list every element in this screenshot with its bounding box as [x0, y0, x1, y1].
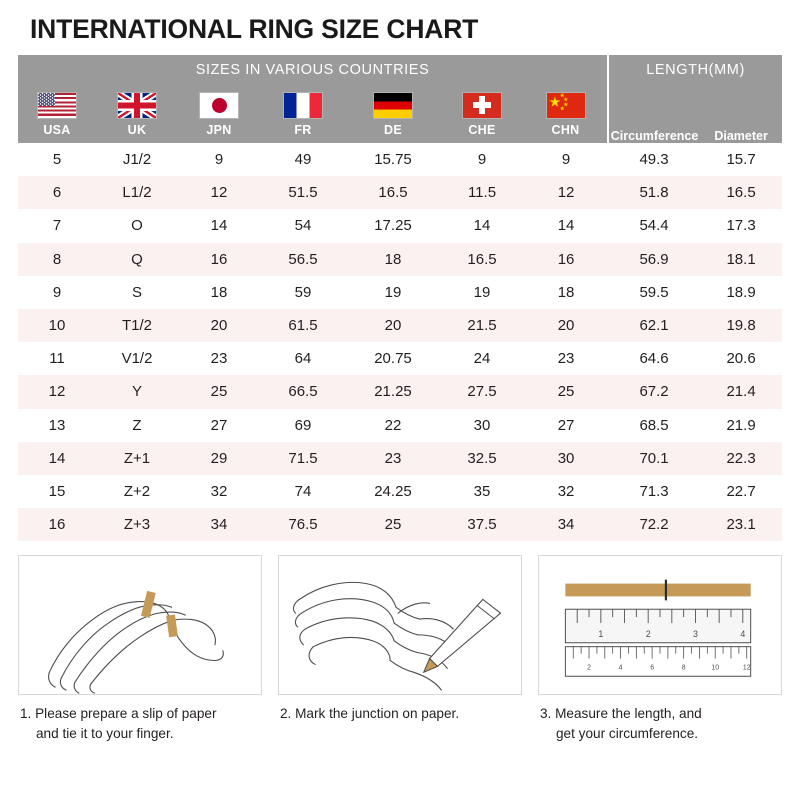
- table-cell: 71.3: [608, 475, 700, 508]
- step-1: [18, 555, 262, 743]
- table-cell: 5: [18, 143, 96, 176]
- table-body: [18, 143, 782, 541]
- flag-usa-icon: [37, 92, 77, 119]
- step-1-caption: [18, 704, 262, 743]
- table-cell: Z+3: [96, 508, 178, 541]
- column-label: CHN: [551, 122, 580, 137]
- column-label: UK: [127, 122, 147, 137]
- table-cell: 32: [524, 475, 608, 508]
- table-cell: 32.5: [440, 442, 524, 475]
- table-cell: Z: [96, 409, 178, 442]
- page-title: INTERNATIONAL RING SIZE CHART: [30, 14, 479, 44]
- table-cell: 20: [524, 309, 608, 342]
- table-row: [18, 276, 782, 309]
- table-cell: 30: [440, 409, 524, 442]
- table-cell: 18: [346, 243, 440, 276]
- table-cell: 72.2: [608, 508, 700, 541]
- svg-text:4: 4: [740, 629, 746, 640]
- table-cell: 21.5: [440, 309, 524, 342]
- table-cell: 22.3: [700, 442, 782, 475]
- table-row: [18, 342, 782, 375]
- flag-china-icon: ★ ★ ★ ★ ★: [546, 92, 586, 119]
- table-row: [18, 309, 782, 342]
- table-cell: 32: [178, 475, 260, 508]
- table-row: [18, 409, 782, 442]
- column-label: DE: [384, 122, 402, 137]
- svg-text:3: 3: [693, 629, 698, 640]
- table-cell: 25: [346, 508, 440, 541]
- table-cell: 18: [524, 276, 608, 309]
- column-label: JPN: [206, 122, 232, 137]
- step-2-illustration: [278, 555, 522, 695]
- table-cell: 56.9: [608, 243, 700, 276]
- column-header-jpn: [178, 85, 260, 143]
- step-1-line2: and tie it to your finger.: [36, 725, 174, 741]
- table-cell: 19: [440, 276, 524, 309]
- table-row: [18, 143, 782, 176]
- table-cell: 54.4: [608, 209, 700, 242]
- table-cell: 22.7: [700, 475, 782, 508]
- table-cell: Y: [96, 375, 178, 408]
- svg-text:6: 6: [650, 664, 655, 672]
- column-header-diameter: Diameter: [700, 85, 782, 143]
- table-cell: 23.1: [700, 508, 782, 541]
- step-3-caption: [538, 704, 782, 743]
- table-cell: J1/2: [96, 143, 178, 176]
- table-cell: 56.5: [260, 243, 346, 276]
- table-cell: 18.9: [700, 276, 782, 309]
- table-cell: 37.5: [440, 508, 524, 541]
- column-label: USA: [43, 122, 71, 137]
- hand-marking-paper-icon: [279, 556, 521, 694]
- table-cell: 74: [260, 475, 346, 508]
- table-cell: 49.3: [608, 143, 700, 176]
- table-cell: 12: [178, 176, 260, 209]
- column-header-chn: [524, 85, 608, 143]
- table-cell: 7: [18, 209, 96, 242]
- table-cell: 66.5: [260, 375, 346, 408]
- svg-text:4: 4: [618, 664, 623, 672]
- column-header-usa: [18, 85, 96, 143]
- group-header-countries: SIZES IN VARIOUS COUNTRIES: [18, 55, 608, 85]
- table-cell: 21.25: [346, 375, 440, 408]
- measuring-steps: [18, 555, 782, 743]
- table-cell: 24: [440, 342, 524, 375]
- flag-japan-icon: [199, 92, 239, 119]
- table-cell: 59: [260, 276, 346, 309]
- table-cell: 16: [18, 508, 96, 541]
- table-cell: 6: [18, 176, 96, 209]
- table-cell: 20: [346, 309, 440, 342]
- table-cell: 16: [178, 243, 260, 276]
- table-cell: 12: [524, 176, 608, 209]
- table-cell: 49: [260, 143, 346, 176]
- table-cell: 15.7: [700, 143, 782, 176]
- table-cell: 21.9: [700, 409, 782, 442]
- column-header-row: [18, 85, 782, 143]
- table-cell: 68.5: [608, 409, 700, 442]
- table-cell: 14: [178, 209, 260, 242]
- table-cell: 34: [178, 508, 260, 541]
- table-cell: 67.2: [608, 375, 700, 408]
- step-1-illustration: [18, 555, 262, 695]
- table-cell: 10: [18, 309, 96, 342]
- column-label: CHE: [468, 122, 496, 137]
- table-cell: 23: [178, 342, 260, 375]
- table-cell: 27: [524, 409, 608, 442]
- column-header-che: [440, 85, 524, 143]
- table-cell: 18: [178, 276, 260, 309]
- svg-text:8: 8: [681, 664, 686, 672]
- table-row: [18, 209, 782, 242]
- flag-france-icon: [283, 92, 323, 119]
- table-cell: 19.8: [700, 309, 782, 342]
- column-header-de: [346, 85, 440, 143]
- table-cell: 8: [18, 243, 96, 276]
- table-cell: 59.5: [608, 276, 700, 309]
- table-cell: 23: [524, 342, 608, 375]
- column-header-uk: [96, 85, 178, 143]
- table-cell: 70.1: [608, 442, 700, 475]
- table-cell: 51.5: [260, 176, 346, 209]
- table-cell: 30: [524, 442, 608, 475]
- table-cell: 16: [524, 243, 608, 276]
- paper-strip-on-ruler-icon: [539, 556, 781, 694]
- table-cell: 17.3: [700, 209, 782, 242]
- table-cell: 51.8: [608, 176, 700, 209]
- step-3: [538, 555, 782, 743]
- table-cell: 64.6: [608, 342, 700, 375]
- table-cell: 61.5: [260, 309, 346, 342]
- table-cell: 35: [440, 475, 524, 508]
- table-cell: V1/2: [96, 342, 178, 375]
- table-cell: L1/2: [96, 176, 178, 209]
- table-row: [18, 508, 782, 541]
- step-3-line2: get your circumference.: [556, 725, 699, 741]
- table-cell: 9: [18, 276, 96, 309]
- table-cell: 71.5: [260, 442, 346, 475]
- step-3-line1: 3. Measure the length, and: [540, 706, 702, 722]
- table-cell: 76.5: [260, 508, 346, 541]
- table-cell: Z+1: [96, 442, 178, 475]
- column-header-circumference: Circumference: [608, 85, 700, 143]
- svg-text:12: 12: [742, 664, 751, 672]
- table-cell: 14: [524, 209, 608, 242]
- svg-text:10: 10: [711, 664, 720, 672]
- flag-germany-icon: [373, 92, 413, 119]
- table-cell: 12: [18, 375, 96, 408]
- table-cell: 15: [18, 475, 96, 508]
- svg-text:1: 1: [598, 629, 604, 640]
- table-cell: 16.5: [346, 176, 440, 209]
- table-cell: 27: [178, 409, 260, 442]
- hand-with-paper-strip-icon: [19, 556, 261, 694]
- step-2-caption: [278, 704, 522, 723]
- table-cell: 25: [178, 375, 260, 408]
- table-cell: Q: [96, 243, 178, 276]
- table-cell: 14: [18, 442, 96, 475]
- group-header-row: [18, 55, 782, 85]
- table-cell: Z+2: [96, 475, 178, 508]
- table-head: [18, 55, 782, 143]
- column-label: FR: [294, 122, 312, 137]
- group-header-length: LENGTH(MM): [608, 55, 782, 85]
- ring-size-table: [18, 55, 782, 541]
- column-header-fr: [260, 85, 346, 143]
- table-cell: 23: [346, 442, 440, 475]
- table-cell: 20.75: [346, 342, 440, 375]
- table-cell: 14: [440, 209, 524, 242]
- table-cell: 16.5: [440, 243, 524, 276]
- table-cell: 11: [18, 342, 96, 375]
- table-cell: S: [96, 276, 178, 309]
- table-row: [18, 176, 782, 209]
- table-cell: 54: [260, 209, 346, 242]
- table-cell: 16.5: [700, 176, 782, 209]
- step-2-line1: 2. Mark the junction on paper.: [280, 706, 460, 722]
- table-cell: 20.6: [700, 342, 782, 375]
- table-cell: 20: [178, 309, 260, 342]
- table-cell: 19: [346, 276, 440, 309]
- step-3-illustration: [538, 555, 782, 695]
- table-cell: 15.75: [346, 143, 440, 176]
- step-1-line1: 1. Please prepare a slip of paper: [20, 706, 217, 722]
- flag-switzerland-icon: [462, 92, 502, 119]
- table-row: [18, 243, 782, 276]
- table-cell: 9: [440, 143, 524, 176]
- table-cell: 25: [524, 375, 608, 408]
- svg-text:2: 2: [587, 664, 591, 672]
- table-cell: 64: [260, 342, 346, 375]
- table-cell: 24.25: [346, 475, 440, 508]
- flag-uk-icon: [117, 92, 157, 119]
- table-cell: 9: [178, 143, 260, 176]
- table-row: [18, 375, 782, 408]
- table-cell: 11.5: [440, 176, 524, 209]
- table-cell: 29: [178, 442, 260, 475]
- table-cell: 18.1: [700, 243, 782, 276]
- svg-text:2: 2: [645, 629, 651, 640]
- table-cell: 34: [524, 508, 608, 541]
- table-cell: 27.5: [440, 375, 524, 408]
- table-cell: 9: [524, 143, 608, 176]
- table-row: [18, 442, 782, 475]
- table-cell: O: [96, 209, 178, 242]
- step-2: [278, 555, 522, 743]
- table-cell: 21.4: [700, 375, 782, 408]
- table-row: [18, 475, 782, 508]
- table-cell: 17.25: [346, 209, 440, 242]
- table-cell: T1/2: [96, 309, 178, 342]
- table-cell: 69: [260, 409, 346, 442]
- table-cell: 62.1: [608, 309, 700, 342]
- table-cell: 13: [18, 409, 96, 442]
- table-cell: 22: [346, 409, 440, 442]
